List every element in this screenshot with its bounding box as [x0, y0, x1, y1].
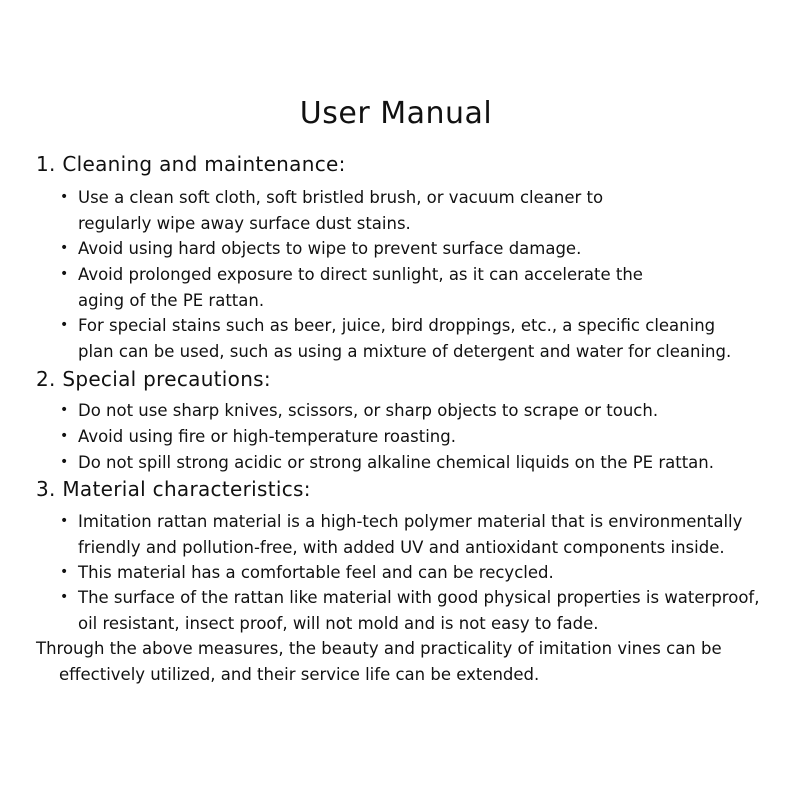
list-item-line: Imitation rattan material is a high-tech polymer material that is environmentally [78, 512, 743, 531]
bullet-icon: • [60, 564, 69, 580]
list-item-line: oil resistant, insect proof, will not mold and is not easy to fade. [78, 613, 599, 633]
list-item-line: For special stains such as beer, juice, bird droppings, etc., a specific cleaning [78, 316, 716, 335]
list-item-line: Do not spill strong acidic or strong alkaline chemical liquids on the PE rattan. [78, 453, 714, 472]
bullet-icon: • [60, 402, 69, 418]
bullet-icon: • [60, 428, 69, 444]
bullet-icon: • [60, 317, 69, 333]
list-item-line: friendly and pollution-free, with added UV and antioxidant components inside. [78, 537, 725, 557]
conclusion-line: Through the above measures, the beauty and practicality of imitation vines can be [36, 639, 722, 658]
conclusion-paragraph [36, 636, 776, 687]
list-item-line: Do not use sharp knives, scissors, or sharp objects to scrape or touch. [78, 401, 659, 420]
list-item-line: Use a clean soft cloth, soft bristled brush, or vacuum cleaner to [78, 188, 604, 207]
list-item [60, 398, 790, 424]
bullet-icon: • [60, 240, 69, 256]
conclusion-line: effectively utilized, and their service life can be extended. [59, 664, 540, 684]
list-item-line: The surface of the rattan like material with good physical properties is waterproof, [78, 588, 760, 607]
list-item [60, 236, 790, 262]
list-item [60, 509, 790, 560]
page-title: User Manual [299, 96, 493, 131]
list-item [60, 262, 790, 313]
list-item [60, 313, 790, 364]
list-item-line: Avoid using hard objects to wipe to prevent surface damage. [78, 239, 582, 258]
section-heading-precautions: 2. Special precautions: [36, 367, 271, 391]
list-item-line: Avoid prolonged exposure to direct sunlight, as it can accelerate the [78, 265, 643, 284]
list-item [60, 424, 790, 450]
bullet-icon: • [60, 454, 69, 470]
list-item [60, 185, 790, 236]
list-item-line: plan can be used, such as using a mixture of detergent and water for cleaning. [78, 341, 732, 361]
list-item-line: This material has a comfortable feel and can be recycled. [78, 563, 554, 582]
bullet-icon: • [60, 589, 69, 605]
list-item-line: Avoid using fire or high-temperature roasting. [78, 427, 456, 446]
list-item-line: regularly wipe away surface dust stains. [78, 213, 411, 233]
section-heading-cleaning: 1. Cleaning and maintenance: [36, 152, 346, 176]
bullet-icon: • [60, 266, 69, 282]
bullet-icon: • [60, 513, 69, 529]
list-item [60, 560, 790, 586]
bullet-icon: • [60, 189, 69, 205]
list-item [60, 585, 790, 636]
list-item-line: aging of the PE rattan. [78, 290, 265, 310]
section-heading-material: 3. Material characteristics: [36, 477, 311, 501]
list-item [60, 450, 790, 476]
